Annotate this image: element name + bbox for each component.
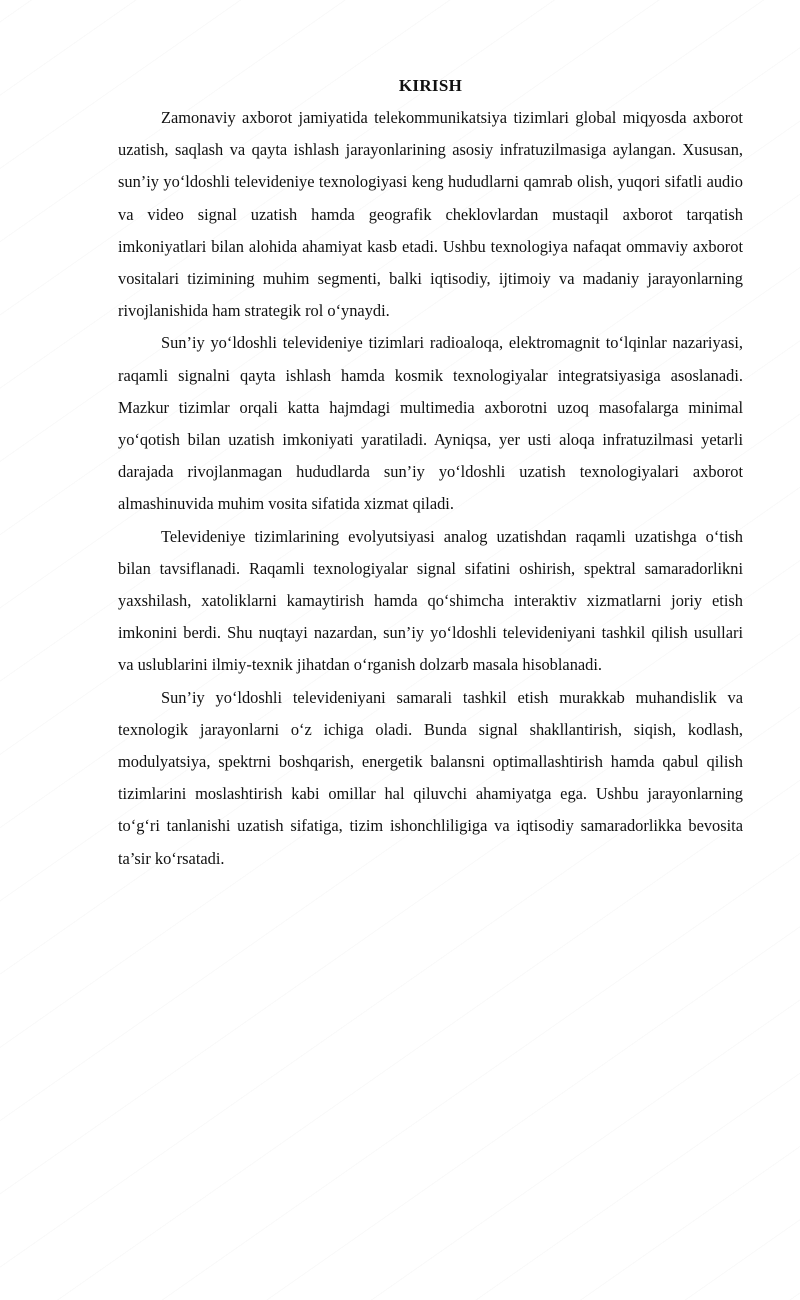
paragraph-4: Sun’iy yo‘ldoshli televideniyani samarali tashkil etish murakkab muhandislik va texnologik jarayonlarni o‘z ichiga oladi. Bunda signal shakllantirish, siqish, kodlash, modulyatsiya, spektrni boshqarish, energetik balansni optimallashtirish hamda qabul qilish tizimlarini moslashtirish kabi omillar hal qiluvchi ahamiyatga ega. Ushbu jarayonlarning to‘g‘ri tanlanishi uzatish sifatiga, tizim ishonchliligiga va iqtisodiy samaradorlikka bevosita ta’sir ko‘rsatadi.: [118, 687, 743, 868]
document-body: [118, 74, 743, 875]
paragraph-2: Sun’iy yo‘ldoshli televideniye tizimlari radioaloqa, elektromagnit to‘lqinlar nazariyasi, raqamli signalni qayta ishlash hamda kosmik texnologiyalar integratsiyasiga asoslanadi. Mazkur tizimlar orqali katta hajmdagi multimedia axborotni uzoq masofalarga minimal yo‘qotish bilan uzatish imkoniyati yaratiladi. Ayniqsa, yer usti aloqa infratuzilmasi yetarli darajada rivojlanmagan hududlarda sun’iy yo‘ldoshli uzatish texnologiyalari axborot almashinuvida muhim vosita sifatida xizmat qiladi.: [118, 333, 743, 514]
paragraph-3: Televideniye tizimlarining evolyutsiyasi analog uzatishdan raqamli uzatishga o‘tish bilan tavsiflanadi. Raqamli texnologiyalar signal sifatini oshirish, spektral samaradorlikni yaxshilash, xatoliklarni kamaytirish hamda qo‘shimcha interaktiv xizmatlarni joriy etish imkonini berdi. Shu nuqtayi nazardan, sun’iy yo‘ldoshli televideniyani tashkil qilish usullari va uslublarini ilmiy-texnik jihatdan o‘rganish dolzarb masala hisoblanadi.: [118, 526, 743, 675]
paragraph-1: Zamonaviy axborot jamiyatida telekommunikatsiya tizimlari global miqyosda axborot uzatish, saqlash va qayta ishlash jarayonlarining asosiy infratuzilmasiga aylangan. Xususan, sun’iy yo‘ldoshli televideniye texnologiyasi keng hududlarni qamrab olish, yuqori sifatli audio va video signal uzatish hamda geografik cheklovlardan mustaqil axborot tarqatish imkoniyatlari bilan alohida ahamiyat kasb etadi. Ushbu texnologiya nafaqat ommaviy axborot vositalari tizimining muhim segmenti, balki iqtisodiy, ijtimoiy va madaniy jarayonlarning rivojlanishida ham strategik rol o‘ynaydi.: [118, 108, 743, 321]
section-title: KIRISH: [398, 76, 463, 95]
